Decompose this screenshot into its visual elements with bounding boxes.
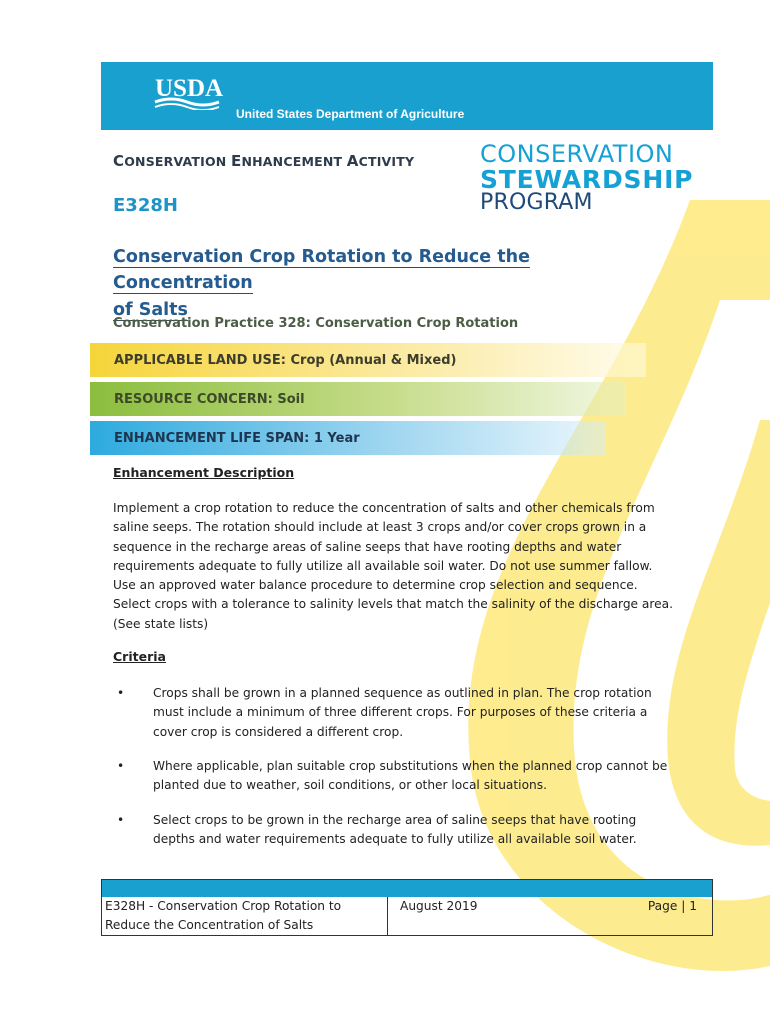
bullet-icon: • [117,813,125,827]
logo-line-stewardship: STEWARDSHIP [480,165,694,194]
title-line-2: of Salts [113,299,188,320]
criteria-item [113,684,678,744]
footer-doc-line: Reduce the Concentration of Salts [105,918,314,932]
heading-rest-1: ONSERVATION [124,154,232,169]
criteria-item [113,811,678,851]
footer-divider [387,897,388,936]
description-line: Select crops with a tolerance to salinity levels that match the salinity of the discharge area. [113,597,673,612]
footer-row [102,897,712,936]
activity-heading [113,152,414,170]
footer-stripe [102,880,712,897]
heading-cap-3: A [346,152,359,170]
criteria-line: must include a minimum of three different crops. For purposes of these criteria a [153,705,648,720]
land-use-text: APPLICABLE LAND USE: Crop (Annual & Mixed) [114,352,457,368]
usda-logo [153,74,223,110]
bullet-icon: • [117,759,125,773]
description-line: (See state lists) [113,616,209,631]
agency-name: United States Department of Agriculture [236,107,465,121]
page-footer-table [101,879,713,936]
description-line: Implement a crop rotation to reduce the concentration of salts and other chemicals from [113,501,655,515]
footer-date: August 2019 [400,899,478,913]
footer-document-name [105,897,380,935]
resource-concern-text: RESOURCE CONCERN: Soil [114,391,305,407]
logo-line-program: PROGRAM [480,190,593,215]
logo-line-conservation: CONSERVATION [480,140,674,168]
enhancement-code: E328H [113,195,178,216]
description-heading: Enhancement Description [113,465,295,480]
life-span-text: ENHANCEMENT LIFE SPAN: 1 Year [114,430,360,446]
description-line: saline seeps. The rotation should include at least 3 crops and/or cover crops grown in a [113,520,647,535]
svg-text:USDA: USDA [155,75,223,102]
title-line-1: Conservation Crop Rotation to Reduce the Concentration [113,247,530,294]
criteria-line: planted due to weather, soil conditions, or other local situations. [153,778,547,793]
resource-concern-bar [90,382,626,416]
heading-rest-2: NHANCEMENT [241,154,347,169]
land-use-bar [90,343,646,377]
usda-header-banner [101,62,713,130]
document-title [113,244,673,323]
heading-rest-3: CTIVITY [358,154,415,169]
practice-subtitle: Conservation Practice 328: Conservation Crop Rotation [113,316,519,331]
criteria-line: Where applicable, plan suitable crop substitutions when the planned crop cannot be [153,759,668,773]
criteria-line: depths and water requirements adequate to fully utilize all available soil water. [153,832,637,847]
csp-program-logo [480,142,693,214]
description-line: requirements adequate to fully utilize all available soil water. Do not use summer fallow. [113,558,653,573]
description-body [113,499,683,634]
criteria-line: Select crops to be grown in the recharge area of saline seeps that have rooting [153,813,637,827]
footer-page-number: Page | 1 [647,899,697,913]
description-line: sequence in the recharge areas of saline seeps that have rooting depths and water [113,539,622,554]
heading-cap-2: E [231,152,242,170]
heading-cap-1: C [113,152,125,170]
life-span-bar [90,421,606,455]
criteria-heading: Criteria [113,649,166,664]
criteria-item [113,757,678,797]
criteria-line: Crops shall be grown in a planned sequence as outlined in plan. The crop rotation [153,686,652,700]
footer-doc-line: E328H - Conservation Crop Rotation to [105,899,342,913]
description-line: Use an approved water balance procedure to determine crop selection and sequence. [113,578,638,593]
criteria-line: cover crop is considered a different crop. [153,724,404,739]
bullet-icon: • [117,686,125,700]
